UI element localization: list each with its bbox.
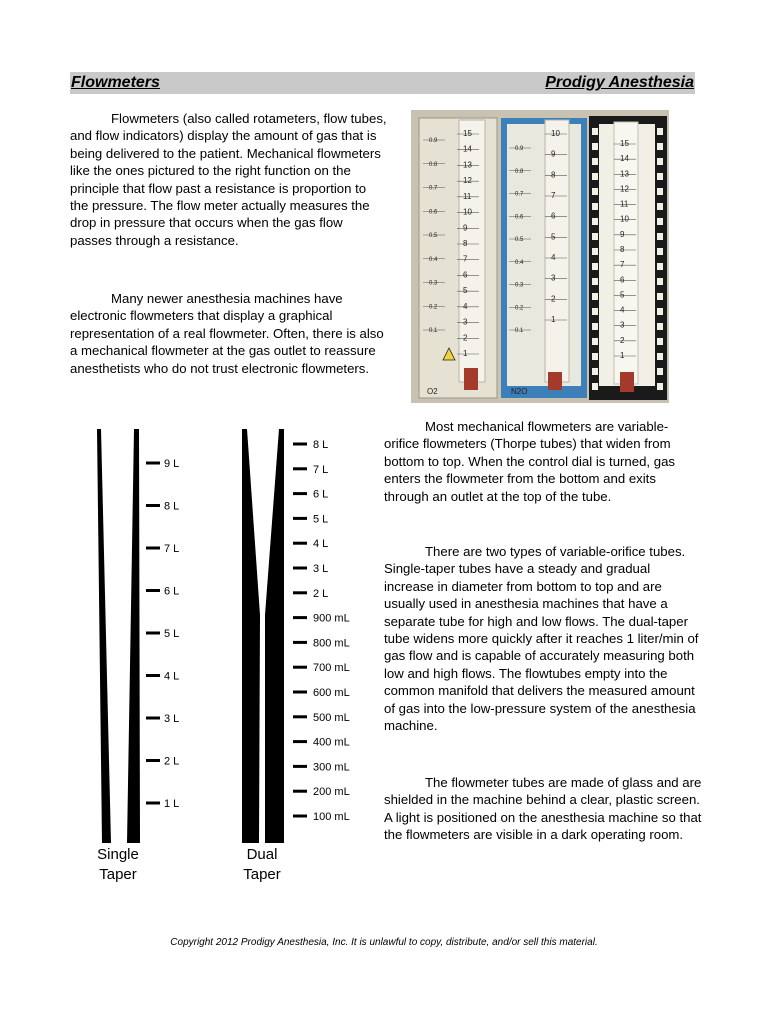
single-tick-label: 4 L — [164, 670, 180, 683]
dual-tick-mark — [293, 492, 307, 495]
dual-tick-mark — [293, 740, 307, 743]
dual-tick-label: 200 mL — [313, 786, 350, 799]
photo-scale-label: 3 — [551, 273, 556, 283]
dual-taper-left-wall — [242, 429, 260, 843]
photo-scale-label: 14 — [620, 154, 629, 164]
housing-marking — [592, 368, 598, 375]
dual-tick-mark — [293, 765, 307, 768]
housing-marking — [592, 323, 598, 330]
dual-tick-label: 8 L — [313, 439, 329, 451]
dual-tick-mark — [293, 641, 307, 644]
photo-scale-label: 6 — [463, 270, 468, 280]
photo-scale-label: 0.4 — [429, 256, 438, 263]
single-tick-mark — [146, 589, 160, 592]
photo-scale-label: 15 — [620, 139, 629, 148]
single-tick-label: 1 L — [164, 798, 180, 810]
paragraph-intro: Flowmeters (also called rotameters, flow tubes, and flow indicators) display the amount of gas that is being delivered to the patient. Mechanical flowmeters like the ones pictured to the right function on the principle that flow past a resistance is proportion to the pressure. The flow meter actually measures the drop in pressure that occurs when the gas flow passes through a resistance. — [70, 111, 387, 248]
housing-marking — [592, 353, 598, 360]
dual-tick-label: 900 mL — [313, 612, 350, 625]
dual-tick-mark — [293, 443, 307, 446]
housing-marking — [657, 383, 663, 390]
dual-tick-label: 600 mL — [313, 687, 350, 699]
photo-scale-label: 0.8 — [429, 161, 438, 168]
photo-scale-label: 8 — [463, 239, 468, 248]
dual-tick-mark — [293, 567, 307, 570]
photo-scale-label: 4 — [463, 301, 468, 311]
photo-scale-label: 0.2 — [429, 304, 438, 311]
paragraph-variable-orifice: Most mechanical flowmeters are variable-orifice flowmeters (Thorpe tubes) that widen from bottom to top. When the control dial is turned, gas enters the flowmeter from the bottom and exits through an outlet at the top of the tube. — [384, 419, 676, 504]
single-taper-left-wall — [97, 429, 111, 843]
housing-marking — [592, 128, 598, 135]
housing-marking — [592, 188, 598, 195]
photo-scale-label: 0.1 — [515, 328, 524, 334]
dual-tick-label: 100 mL — [313, 811, 350, 823]
housing-marking — [592, 263, 598, 270]
dual-tick-mark — [293, 616, 307, 619]
housing-marking — [592, 218, 598, 225]
photo-scale-label: 11 — [620, 199, 629, 209]
dual-tick-label: 700 mL — [313, 662, 350, 675]
dual-tick-label: 2 L — [313, 587, 329, 600]
housing-marking — [592, 383, 598, 390]
photo-scale-label: 4 — [551, 253, 556, 262]
dual-taper-label-line2: Taper — [243, 866, 281, 883]
photo-scale-label: 3 — [463, 317, 468, 327]
dual-tick-mark — [293, 542, 307, 545]
single-tick-mark — [146, 759, 160, 762]
housing-marking — [657, 308, 663, 315]
photo-scale-label: 14 — [463, 144, 472, 154]
photo-scale-label: 6 — [551, 211, 556, 221]
photo-scale-label: 7 — [551, 191, 556, 200]
single-tick-mark — [146, 674, 160, 677]
housing-marking — [592, 248, 598, 255]
single-tick-mark — [146, 632, 160, 635]
single-taper-label-line2: Taper — [99, 866, 137, 883]
single-tick-label: 7 L — [164, 543, 180, 555]
header-brand: Prodigy Anesthesia — [545, 74, 694, 91]
housing-marking — [657, 338, 663, 345]
photo-scale-label: 9 — [551, 149, 556, 159]
housing-marking — [657, 293, 663, 300]
single-tick-label: 8 L — [164, 500, 180, 513]
photo-scale-label: 10 — [463, 207, 472, 217]
photo-scale-label: 8 — [620, 245, 625, 254]
dual-tick-label: 3 L — [313, 563, 329, 575]
housing-marking — [592, 293, 598, 300]
photo-scale-label: 5 — [463, 286, 468, 296]
photo-scale-label: 0.3 — [429, 280, 438, 287]
dual-tick-mark — [293, 517, 307, 520]
photo-scale-label: 5 — [620, 290, 625, 300]
housing-marking — [657, 323, 663, 330]
flowmeter-photo — [411, 110, 669, 403]
single-tick-label: 6 L — [164, 585, 180, 598]
housing-marking — [657, 248, 663, 255]
housing-marking — [657, 368, 663, 375]
header-title: Flowmeters — [71, 74, 160, 91]
paragraph-glass-tubes: The flowmeter tubes are made of glass and are shielded in the machine behind a clear, plastic screen. A light is positioned on the anesthesia machine so that the flowmeters are visible in a dark operating room. — [384, 775, 702, 843]
dual-tick-mark — [293, 815, 307, 818]
photo-scale-label: 0.7 — [429, 185, 438, 192]
dual-tick-label: 800 mL — [313, 637, 350, 650]
housing-marking — [657, 143, 663, 150]
single-tick-mark — [146, 547, 160, 550]
housing-marking — [657, 203, 663, 210]
dual-tick-mark — [293, 467, 307, 470]
single-taper-right-wall — [127, 429, 140, 843]
photo-scale-label: 1 — [620, 351, 625, 360]
paragraph-electronic: Many newer anesthesia machines have electronic flowmeters that display a graphical representation of a real flowmeter. Often, there is also a mechanical flowmeter at the gas outlet to reassure anesthetists who do not trust electronic flowmeters. — [70, 291, 384, 376]
photo-scale-label: 7 — [463, 254, 468, 264]
copyright-footer: Copyright 2012 Prodigy Anesthesia, Inc. It is unlawful to copy, distribute, and/or sell this material. — [170, 937, 598, 948]
single-tick-mark — [146, 717, 160, 720]
photo-scale-label: 5 — [551, 232, 556, 242]
gas-label-n2o: N2O — [511, 387, 528, 396]
housing-marking — [657, 188, 663, 195]
photo-scale-label: 0.6 — [515, 214, 524, 221]
housing-marking — [592, 338, 598, 345]
photo-scale-label: 9 — [463, 223, 468, 233]
dual-tick-label: 7 L — [313, 463, 329, 476]
photo-scale-label: 12 — [463, 176, 472, 186]
dual-tick-mark — [293, 790, 307, 793]
dual-tick-label: 5 L — [313, 513, 329, 526]
dual-tick-label: 4 L — [313, 538, 329, 551]
photo-scale-label: 0.3 — [515, 282, 524, 289]
housing-marking — [592, 173, 598, 180]
dual-tick-label: 400 mL — [313, 736, 350, 749]
housing-marking — [657, 218, 663, 225]
dual-taper-label-line1: Dual — [246, 846, 278, 863]
taper-diagram — [80, 425, 380, 900]
photo-scale-label: 10 — [620, 214, 629, 224]
photo-scale-label: 0.6 — [429, 209, 438, 216]
photo-scale-label: 1 — [551, 315, 556, 324]
single-taper-label-line1: Single — [97, 846, 139, 863]
photo-scale-label: 0.2 — [515, 305, 524, 312]
housing-marking — [657, 128, 663, 135]
photo-scale-label: 10 — [551, 129, 560, 138]
photo-scale-label: 12 — [620, 184, 629, 194]
photo-scale-label: 2 — [551, 294, 556, 304]
page-header — [70, 72, 695, 94]
single-tick-label: 2 L — [164, 755, 180, 768]
housing-marking — [657, 233, 663, 240]
photo-scale-label: 0.5 — [429, 233, 438, 239]
single-tick-label: 3 L — [164, 713, 180, 725]
dual-tick-mark — [293, 591, 307, 594]
dual-tick-mark — [293, 691, 307, 694]
single-tick-label: 9 L — [164, 458, 180, 470]
single-tick-mark — [146, 802, 160, 805]
single-tick-mark — [146, 462, 160, 465]
housing-marking — [657, 158, 663, 165]
photo-scale-label: 0.8 — [515, 168, 524, 175]
dual-tick-label: 300 mL — [313, 761, 350, 774]
single-tick-label: 5 L — [164, 628, 180, 640]
photo-scale-label: 0.9 — [515, 146, 524, 152]
photo-scale-label: 7 — [620, 260, 625, 270]
housing-marking — [592, 278, 598, 285]
photo-scale-label: 0.4 — [515, 259, 524, 266]
dual-tick-mark — [293, 715, 307, 718]
photo-scale-label: 11 — [463, 191, 472, 201]
photo-scale-label: 3 — [620, 320, 625, 330]
dual-taper-right-wall — [265, 429, 284, 843]
photo-scale-label: 1 — [463, 349, 468, 358]
photo-scale-label: 13 — [620, 169, 629, 179]
photo-scale-label: 8 — [551, 170, 556, 180]
photo-scale-label: 0.9 — [429, 138, 438, 144]
housing-marking — [592, 158, 598, 165]
housing-marking — [592, 203, 598, 210]
paragraph-taper-types: There are two types of variable-orifice tubes. Single-taper tubes have a steady and gradual increase in diameter from bottom to top and are usually used in anesthesia machines that have a separate tube for high and low flows. The dual-taper tube widens more quickly after it reaches 1 liter/min of gas flow and is capable of accurately measuring both low and high flows. The flowtubes empty into the common manifold that delivers the measured amount of gas into the low-pressure system of the anesthesia machine. — [384, 544, 699, 734]
housing-marking — [657, 353, 663, 360]
single-tick-mark — [146, 504, 160, 507]
photo-scale-label: 0.5 — [515, 237, 524, 243]
photo-scale-label: 15 — [463, 129, 472, 138]
taper-diagram-drawing — [80, 425, 380, 895]
photo-scale-label: 13 — [463, 160, 472, 170]
dual-tick-label: 500 mL — [313, 711, 350, 724]
photo-scale-label: 9 — [620, 229, 625, 239]
photo-scale-label: 2 — [620, 335, 625, 345]
photo-scale-label: 4 — [620, 305, 625, 315]
dual-tick-mark — [293, 666, 307, 669]
photo-scale-label: 6 — [620, 275, 625, 285]
housing-marking — [657, 263, 663, 270]
housing-marking — [657, 173, 663, 180]
gas-label-o2: O2 — [427, 387, 438, 396]
housing-marking — [592, 308, 598, 315]
housing-marking — [592, 143, 598, 150]
dual-tick-label: 6 L — [313, 488, 329, 501]
housing-marking — [657, 278, 663, 285]
housing-marking — [592, 233, 598, 240]
photo-scale-label: 0.7 — [515, 191, 524, 198]
flowmeter-photo-drawing — [411, 110, 669, 403]
photo-scale-label: 2 — [463, 333, 468, 343]
photo-scale-label: 0.1 — [429, 328, 438, 334]
